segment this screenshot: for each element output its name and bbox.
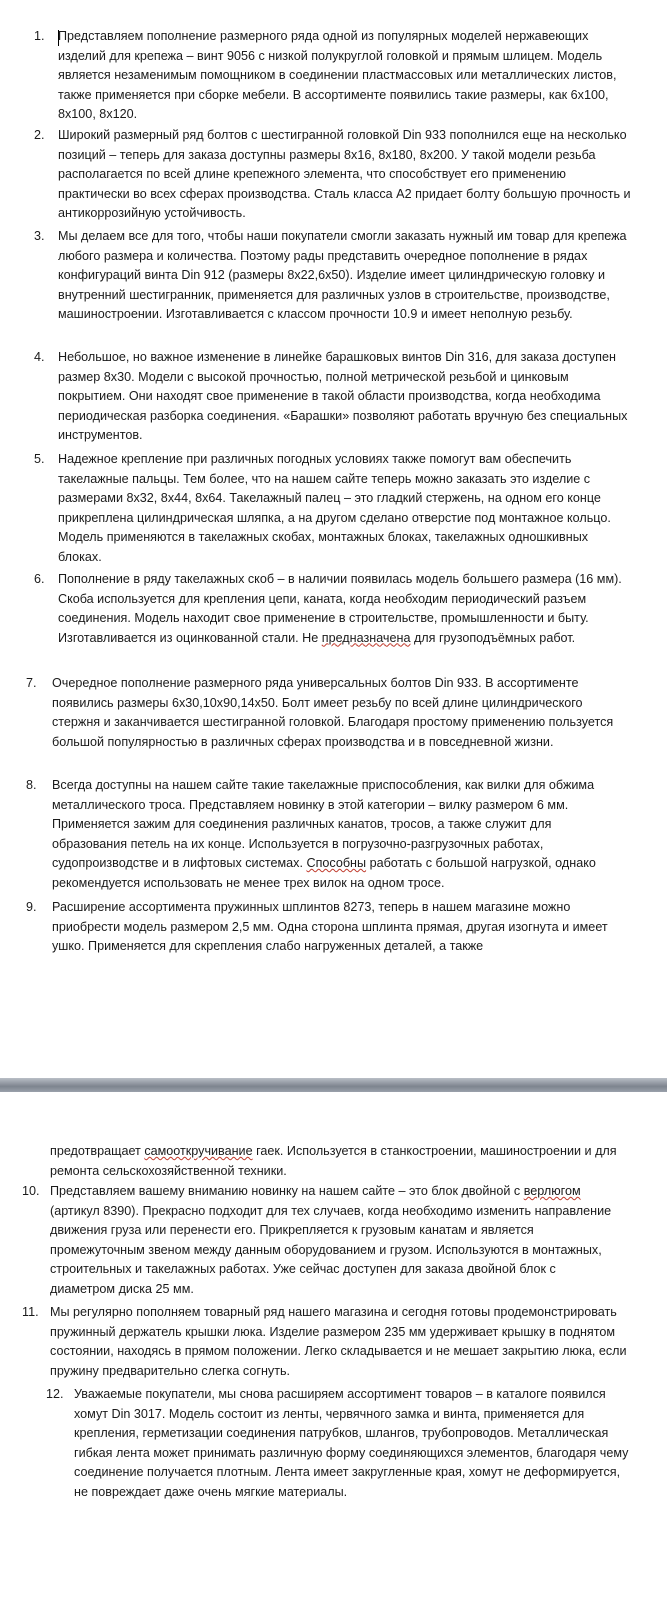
list-item bbox=[34, 126, 634, 224]
text-run: гаек. Используется в станкостроении, машиностроении и для ремонта сельскохозяйственной техники. bbox=[50, 1144, 617, 1178]
list-item bbox=[34, 450, 634, 567]
text-run: Всегда доступны на нашем сайте такие такелажные приспособления, как вилки для обжима металлического троса. Представляем новинку в этой категории – вилку размером 6 мм. Применяется зажим для соединения различных канатов, тросов, а также служит для образования петель на их конце. Используется в погрузочно-разгрузочных работах, судопроизводстве и в лифтовых системах. bbox=[52, 778, 595, 870]
list-item-text: Мы регулярно пополняем товарный ряд нашего магазина и сегодня готовы продемонстрировать пружинный держатель крышки люка. Изделие размером 235 мм удерживает крышку в поднятом состоянии, находясь в прямом положении. Легко складывается и не мешает закрытию люка, если пружину предварительно слегка согнуть. bbox=[50, 1305, 627, 1378]
list-item bbox=[26, 674, 614, 752]
list-item-text: Небольшое, но важное изменение в линейке барашковых винтов Din 316, для заказа доступен размер 8x30. Модели с высокой прочностью, полной метрической резьбой и цинковым покрытием. Они находят свое применение в такой области производства, когда необходима периодическая разборка соединения. «Барашки» позволяют работать вручную без специальных инструментов. bbox=[58, 350, 628, 442]
list-item-number: 12. bbox=[46, 1387, 64, 1401]
list-item-number: 1. bbox=[34, 29, 45, 43]
list-item-text bbox=[58, 570, 634, 648]
list-item-text: Уважаемые покупатели, мы снова расширяем ассортимент товаров – в каталоге появился хомут Din 3017. Модель состоит из ленты, червячного замка и винта, применяется для крепления, герметизации соединения патрубков, шлангов, трубопроводов. Металлическая гибкая лента может принимать различную форму соединяющихся элементов, благодаря чему соединение получается плотным. Лента имеет закругленные края, хомут не деформируется, не повреждает даже очень мягкие материалы. bbox=[74, 1387, 629, 1499]
list-item-text: Надежное крепление при различных погодных условиях также помогут вам обеспечить такелажные пальцы. Тем более, что на нашем сайте теперь можно заказать это изделие с размерами 8x32, 8x44, 8x64. Такелажный палец – это гладкий стержень, на одном его конце прикреплена цилиндрическая шляпка, а на другом сделано отверстие под монтажное кольцо. Модель применяются в такелажных скобах, монтажных блоках, такелажных одношкивных блоках. bbox=[58, 452, 611, 564]
list-item-number: 9. bbox=[26, 900, 37, 914]
spellcheck-flagged-word[interactable]: самооткручивание bbox=[144, 1144, 253, 1158]
list-item-text: Представляем пополнение размерного ряда одной из популярных моделей нержавеющих изделий для крепежа – винт 9056 с низкой полукруглой головкой и прямым шлицем. Модель является незаменимым помощником в соединении пластмассовых или металлических листов, также применяется при сборке мебели. В ассортименте появились такие размеры, как 6x100, 8x100, 8x120. bbox=[58, 29, 617, 121]
list-item-number: 2. bbox=[34, 128, 45, 142]
spellcheck-flagged-word[interactable]: Способны bbox=[306, 856, 367, 870]
text-run: (артикул 8390). Прекрасно подходит для тех случаев, когда необходимо изменить направление движения груза или перенести его. Прикрепляется к грузовым канатам и является промежуточным звеном между данным оборудованием и грузом. Используются в монтажных, строительных и такелажных работах. Уже сейчас доступен для заказа двойной блок с диаметром диска 25 мм. bbox=[50, 1203, 612, 1296]
list-item-continuation bbox=[50, 1142, 620, 1181]
text-run: предотвращает bbox=[50, 1144, 145, 1158]
list-item-text bbox=[50, 1182, 622, 1299]
list-item bbox=[34, 570, 634, 648]
list-item bbox=[34, 348, 634, 446]
document-page-2 bbox=[0, 1092, 667, 1605]
list-item-number: 11. bbox=[22, 1305, 39, 1319]
list-item-number: 3. bbox=[34, 229, 45, 243]
page-break-divider bbox=[0, 1078, 667, 1092]
list-item-text bbox=[50, 1142, 620, 1181]
list-item bbox=[46, 1385, 629, 1502]
list-item-number: 6. bbox=[34, 572, 45, 586]
text-run: Пополнение в ряду такелажных скоб – в наличии появилась модель большего размера (16 мм). Скоба используется для крепления цепи, каната, когда необходим периодический разъем соединения. Модель находит свое применение в строительстве, промышленности и быту. Изготавливается из оцинкованной стали. Не bbox=[58, 572, 622, 645]
text-run: Представляем вашему вниманию новинку на нашем сайте – это блок двойной с bbox=[50, 1184, 524, 1198]
list-item-text: Расширение ассортимента пружинных шплинтов 8273, теперь в нашем магазине можно приобрести модель размером 2,5 мм. Одна сторона шплинта прямая, другая изогнута и имеет ушко. Применяется для скрепления слабо нагруженных деталей, а также bbox=[52, 900, 608, 953]
list-item-text bbox=[52, 776, 614, 893]
spellcheck-flagged-word[interactable]: предназначена bbox=[321, 630, 411, 645]
list-item-number: 4. bbox=[34, 350, 45, 364]
text-run: для грузоподъёмных работ. bbox=[410, 630, 576, 645]
spellcheck-flagged-word[interactable]: верлюгом bbox=[523, 1184, 581, 1198]
list-item-text: Мы делаем все для того, чтобы наши покупатели смогли заказать нужный им товар для крепежа любого размера и количества. Поэтому рады представить очередное пополнение в рядах конфигураций винта Din 912 (размеры 8x22,6x50). Изделие имеет цилиндрическую головку и внутренний шестигранник, применяется для различных узлов в строительстве, производстве, машиностроении. Изготавливается с классом прочности 10.9 и имеет неполную резьбу. bbox=[58, 229, 627, 321]
list-item bbox=[26, 898, 614, 957]
list-item-number: 5. bbox=[34, 452, 45, 466]
list-item-text: Очередное пополнение размерного ряда универсальных болтов Din 933. В ассортименте появились размеры 6x30,10x90,14x50. Болт имеет резьбу по всей длине цилиндрического стержня и заканчивается шестигранной головкой. Благодаря простому применению пользуется большой популярностью в различных сферах производства и в повседневной жизни. bbox=[52, 676, 614, 749]
list-item-text: Широкий размерный ряд болтов с шестигранной головкой Din 933 пополнился еще на несколько позиций – теперь для заказа доступны размеры 8x16, 8x180, 8x200. У такой модели резьба располагается по всей длине крепежного элемента, что способствует его применению практически во всех сферах производства. Сталь класса А2 придает болту большую прочность и антикоррозийную устойчивость. bbox=[58, 128, 631, 220]
text-run: работать с большой нагрузкой, однако рекомендуется использовать не менее трех вилок на одном тросе. bbox=[52, 856, 596, 890]
list-item-number: 10. bbox=[22, 1184, 40, 1198]
list-item-number: 7. bbox=[26, 676, 37, 690]
list-item-number: 8. bbox=[26, 778, 37, 792]
list-item bbox=[22, 1303, 627, 1381]
list-item bbox=[22, 1182, 622, 1299]
list-item bbox=[34, 227, 634, 325]
list-item bbox=[26, 776, 614, 893]
list-item bbox=[34, 27, 634, 125]
